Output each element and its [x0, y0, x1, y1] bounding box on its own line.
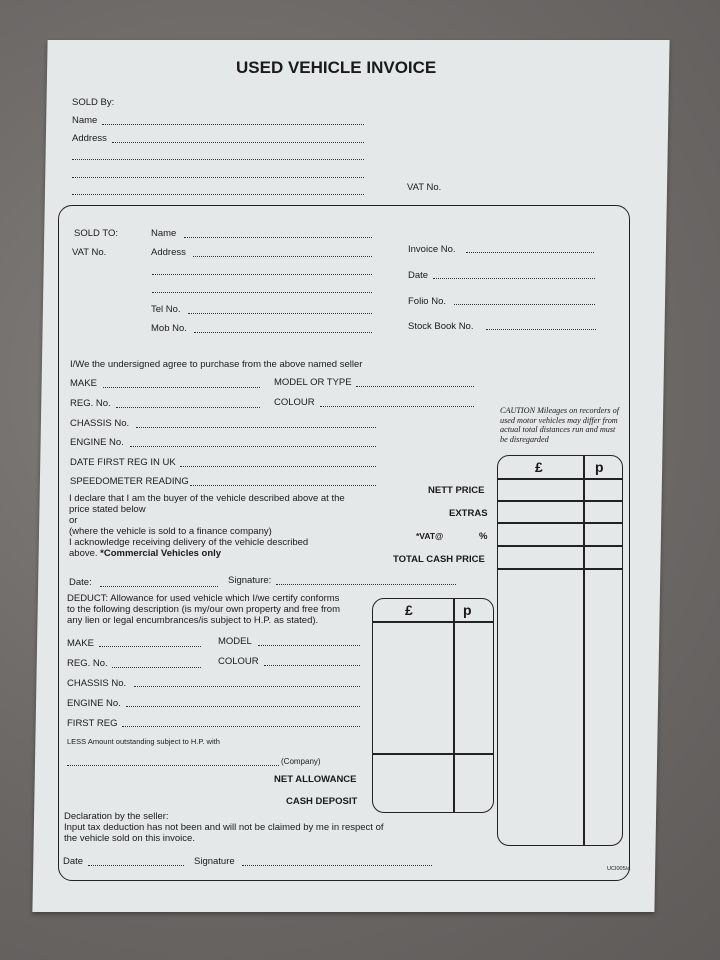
company-label: (Company) — [281, 757, 321, 766]
sold-to-address-label: Address — [151, 247, 186, 258]
declaration-text: above. — [69, 548, 98, 559]
trade-first-reg-field[interactable] — [122, 726, 360, 727]
trade-engine-field[interactable] — [126, 706, 360, 707]
deduct-line: to the following description (is my/our own property and free from — [67, 604, 340, 615]
declaration-line: I acknowledge receiving delivery of the vehicle described — [69, 537, 309, 548]
sold-by-address-field[interactable] — [112, 142, 364, 143]
buyer-signature-field[interactable] — [276, 584, 456, 585]
speedometer-label: SPEEDOMETER READING — [70, 476, 189, 487]
sold-by-address-label: Address — [72, 133, 107, 144]
hp-company-field[interactable] — [67, 765, 279, 766]
trade-model-field[interactable] — [258, 645, 360, 646]
sold-to-address-line[interactable] — [152, 274, 372, 275]
allowance-table-rule — [373, 621, 493, 623]
seller-date-label: Date — [63, 856, 84, 867]
cash-deposit-label: CASH DEPOSIT — [286, 796, 358, 807]
sold-to-mob-label: Mob No. — [151, 323, 187, 334]
sold-by-vat-label: VAT No. — [407, 182, 442, 193]
allowance-pence-header: p — [463, 602, 472, 618]
deduct-line: any lien or legal encumbrances/is subject to H.P. as stated). — [67, 615, 319, 626]
seller-declaration — [64, 811, 384, 844]
sold-by-name-label: Name — [72, 115, 98, 126]
vat-percent: % — [479, 531, 488, 542]
seller-signature-label: Signature — [194, 856, 235, 867]
sold-to-tel-label: Tel No. — [151, 304, 181, 315]
vat-label: *VAT@ — [416, 531, 444, 541]
trade-reg-label: REG. No. — [67, 658, 108, 669]
deduct-line: DEDUCT: Allowance for used vehicle which I/we certify conforms — [67, 593, 340, 604]
colour-label: COLOUR — [274, 397, 315, 408]
first-reg-label: DATE FIRST REG IN UK — [70, 457, 176, 468]
model-label: MODEL OR TYPE — [274, 377, 352, 388]
reg-field[interactable] — [116, 407, 260, 408]
sold-by-heading: SOLD By: — [72, 97, 115, 108]
sold-to-tel-field[interactable] — [188, 313, 372, 314]
sold-to-name-label: Name — [151, 228, 177, 239]
date-label: Date — [408, 270, 429, 281]
invoice-no-field[interactable] — [466, 252, 594, 253]
declaration-line: or — [69, 515, 78, 526]
trade-reg-field[interactable] — [112, 667, 201, 668]
seller-declaration-line: the vehicle sold on this invoice. — [64, 833, 195, 844]
allowance-table-divider — [453, 599, 455, 812]
sold-to-mob-field[interactable] — [194, 332, 372, 333]
form-code: UCI005/a — [607, 866, 631, 872]
price-table-rule — [498, 522, 622, 524]
allowance-table — [372, 598, 494, 813]
price-table-rule — [498, 500, 622, 502]
nett-price-label: NETT PRICE — [428, 485, 485, 496]
stock-book-field[interactable] — [486, 329, 596, 330]
seller-declaration-heading: Declaration by the seller: — [64, 811, 169, 822]
price-table — [497, 455, 623, 846]
buyer-signature-label: Signature: — [228, 575, 272, 586]
trade-make-label: MAKE — [67, 638, 94, 649]
model-field[interactable] — [356, 386, 474, 387]
trade-chassis-label: CHASSIS No. — [67, 678, 127, 689]
commercial-note: *Commercial Vehicles only — [100, 548, 222, 559]
declaration-line: price stated below — [69, 504, 146, 515]
trade-chassis-field[interactable] — [134, 686, 360, 687]
invoice-title: USED VEHICLE INVOICE — [236, 58, 437, 77]
allowance-pound-header: £ — [405, 602, 413, 618]
sold-to-vat-label: VAT No. — [72, 247, 107, 258]
price-table-rule — [498, 545, 622, 547]
declaration-line: I declare that I am the buyer of the vehicle described above at the — [69, 493, 345, 504]
colour-field[interactable] — [320, 406, 474, 407]
seller-date-field[interactable] — [88, 865, 184, 866]
trade-colour-field[interactable] — [264, 665, 360, 666]
chassis-field[interactable] — [136, 427, 376, 428]
declaration-line — [69, 548, 345, 559]
buyer-declaration — [69, 493, 345, 559]
pence-header: p — [595, 459, 604, 475]
trade-model-label: MODEL — [218, 636, 252, 647]
folio-no-field[interactable] — [454, 304, 595, 305]
buyer-date-label: Date: — [69, 577, 92, 588]
sold-to-heading: SOLD TO: — [74, 228, 118, 239]
net-allowance-label: NET ALLOWANCE — [274, 774, 357, 785]
seller-declaration-line: Input tax deduction has not been and will not be claimed by me in respect of — [64, 822, 384, 833]
sold-by-name-field[interactable] — [102, 124, 364, 125]
sold-to-name-field[interactable] — [184, 237, 372, 238]
trade-first-reg-label: FIRST REG — [67, 718, 118, 729]
buyer-date-field[interactable] — [100, 586, 218, 587]
seller-signature-field[interactable] — [242, 865, 432, 866]
stock-book-label: Stock Book No. — [408, 321, 474, 332]
sold-to-address-field[interactable] — [193, 256, 372, 257]
allowance-table-rule — [373, 753, 493, 755]
sold-by-address-line[interactable] — [72, 177, 364, 178]
speedometer-field[interactable] — [190, 485, 376, 486]
price-table-rule — [498, 478, 622, 480]
deduct-statement — [67, 593, 340, 626]
first-reg-field[interactable] — [180, 466, 376, 467]
extras-label: EXTRAS — [449, 508, 488, 519]
make-label: MAKE — [70, 378, 97, 389]
engine-label: ENGINE No. — [70, 437, 124, 448]
sold-to-address-line[interactable] — [152, 292, 372, 293]
invoice-no-label: Invoice No. — [408, 244, 456, 255]
make-field[interactable] — [103, 387, 260, 388]
total-cash-price-label: TOTAL CASH PRICE — [393, 554, 485, 565]
price-table-rule — [498, 568, 622, 570]
chassis-label: CHASSIS No. — [70, 418, 130, 429]
date-field[interactable] — [433, 278, 595, 279]
reg-label: REG. No. — [70, 398, 111, 409]
folio-no-label: Folio No. — [408, 296, 447, 307]
trade-make-field[interactable] — [99, 646, 201, 647]
engine-field[interactable] — [130, 446, 376, 447]
sold-by-address-line[interactable] — [72, 194, 364, 195]
less-hp-label: LESS Amount outstanding subject to H.P. with — [67, 737, 220, 746]
price-table-divider — [583, 456, 585, 845]
trade-colour-label: COLOUR — [218, 656, 259, 667]
trade-engine-label: ENGINE No. — [67, 698, 121, 709]
mileage-caution: CAUTION Mileages on recorders of used motor vehicles may differ from actual total distances run and must be disregarded — [500, 406, 620, 444]
pound-header: £ — [535, 459, 543, 475]
declaration-line: (where the vehicle is sold to a finance company) — [69, 526, 272, 537]
purchase-intro: I/We the undersigned agree to purchase from the above named seller — [70, 359, 363, 370]
sold-by-address-line[interactable] — [72, 159, 364, 160]
